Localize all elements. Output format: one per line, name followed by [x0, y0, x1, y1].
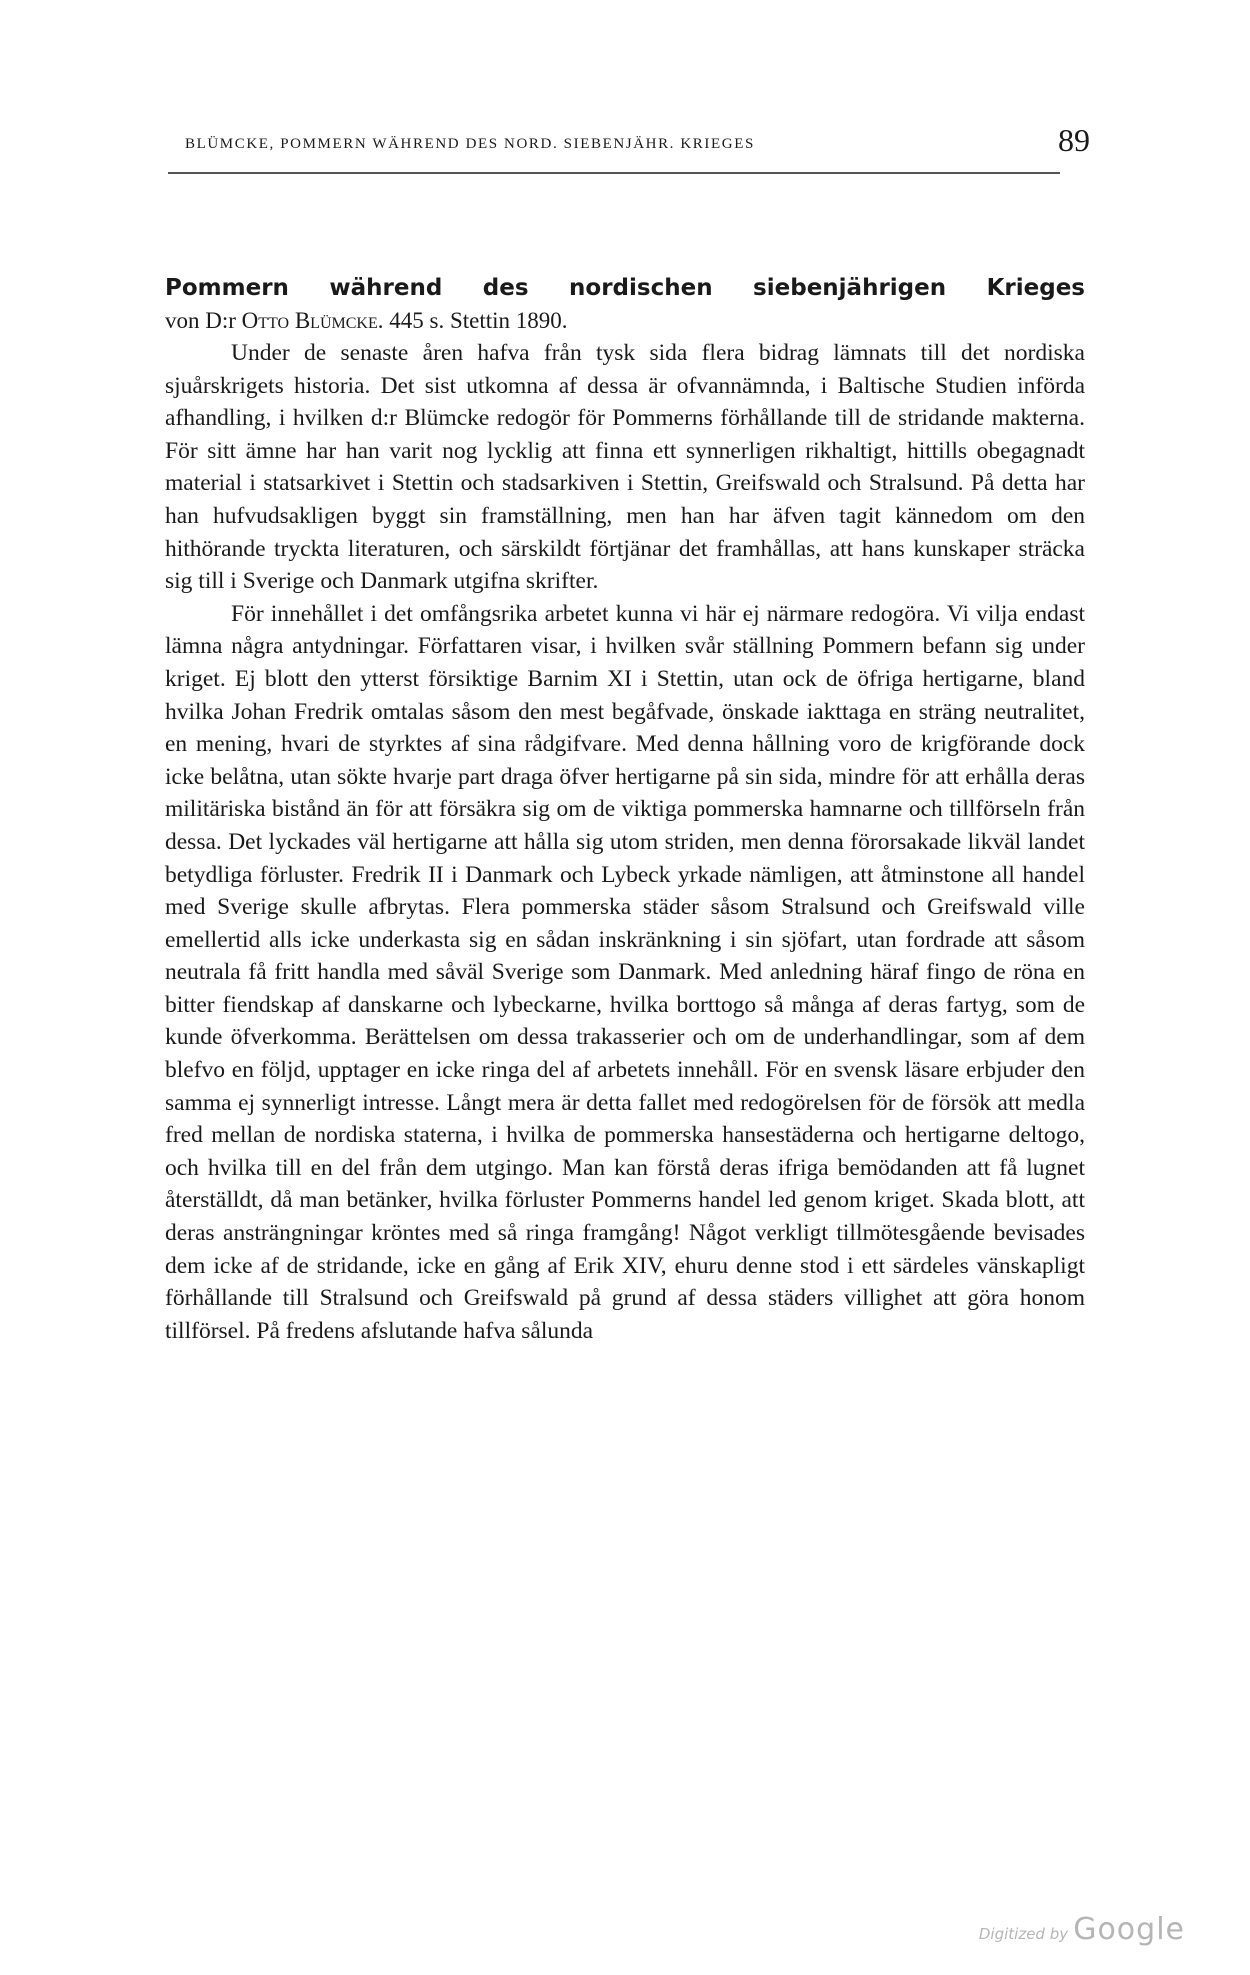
header-rule — [168, 172, 1060, 174]
review-title: Pommern während des nordischen siebenjährigen Krieges — [165, 275, 1085, 301]
google-logo: Google — [1073, 1912, 1185, 1947]
running-head — [165, 122, 1090, 162]
author-name: Otto Blümcke — [241, 308, 378, 333]
page-number: 89 — [1058, 122, 1090, 158]
review-article — [165, 272, 1085, 1347]
paragraph-2: För innehållet i det omfångsrika arbetet kunna vi här ej närmare redogöra. Vi vilja endast lämna några antydningar. Författaren visar, i hvilken svår ställning Pommern befann sig under kriget. Ej blott den ytterst försiktige Barnim XI i Stettin, utan ock de öfriga hertigarne, bland hvilka Johan Fredrik omtalas såsom den mest begåfvade, önskade iakttaga en sträng neutralitet, en mening, hvari de styrktes af sina rådgifvare. Med denna hållning voro de krigförande dock icke belåtna, utan sökte hvarje part draga öfver hertigarne på sin sida, mindre för att erhålla deras militäriska bistånd än för att försäkra sig om de viktiga pommerska hamnarne och tillförseln från dessa. Det lyckades väl hertigarne att hålla sig utom striden, men denna förorsakade likväl landet betydliga förluster. Fredrik II i Danmark och Lybeck yrkade nämligen, att åtminstone all handel med Sverige skulle afbrytas. Flera pommerska städer såsom Stralsund och Greifswald ville emellertid alls icke underkasta sig en sådan inskränkning i sin sjöfart, utan fordrade att såsom neutrala få fritt handla med såväl Sverige som Danmark. Med anledning häraf fingo de röna en bitter fiendskap af danskarne och lybeckarne, hvilka borttogo så många af deras fartyg, som de kunde öfverkomma. Berättelsen om dessa trakasserier och om de underhandlingar, som af dem blefvo en följd, upptager en icke ringa del af arbetets innehåll. För en svensk läsare erbjuder den samma ej synnerligt intresse. Långt mera är detta fallet med redogörelsen för de försök att medla fred mellan de nordiska staterna, i hvilka de pommerska hansestäderna och hertigarne deltogo, och hvilka till en del från dem utgingo. Man kan förstå deras ifriga bemödanden att få lugnet återställdt, då man betänker, hvilka förluster Pommerns handel led genom kriget. Skada blott, att deras ansträngningar kröntes med så ringa framgång! Något verkligt tillmötesgående bevisades dem icke af de stridande, icke en gång af Erik XIV, ehuru denne stod i ett särdeles vänskapligt förhållande till Stralsund och Greifswald på grund af dessa städers villighet att göra honom tillförsel. På fredens afslutande hafva sålunda — [165, 600, 1085, 1344]
paragraph-1: Under de senaste åren hafva från tysk sida flera bidrag lämnats till det nordiska sjuårskrigets historia. Det sist utkomna af dessa är ofvannämnda, i Baltische Studien införda afhandling, i hvilken d:r Blümcke redogör för Pommerns förhållande till de stridande makterna. För sitt ämne har han varit nog lycklig att finna ett synnerligen rikhaltigt, hittills obegagnadt material i statsarkivet i Stettin och stadsarkiven i Stettin, Greifswald och Stralsund. På detta har han hufvudsakligen byggt sin framställning, men han har äfven tagit kännedom om den hithörande tryckta literaturen, och särskildt förtjänar det framhållas, att hans kunskaper sträcka sig till i Sverige och Danmark utgifna skrifter. — [165, 340, 1085, 595]
running-title: BLÜMCKE, POMMERN WÄHREND DES NORD. SIEBENJÄHR. KRIEGES — [185, 136, 755, 152]
byline-suffix: . 445 s. Stettin 1890. — [377, 308, 568, 333]
digitized-watermark — [979, 1912, 1185, 1947]
byline-prefix: von D:r — [165, 308, 236, 333]
byline — [165, 304, 1085, 337]
watermark-prefix: Digitized by — [978, 1925, 1069, 1943]
